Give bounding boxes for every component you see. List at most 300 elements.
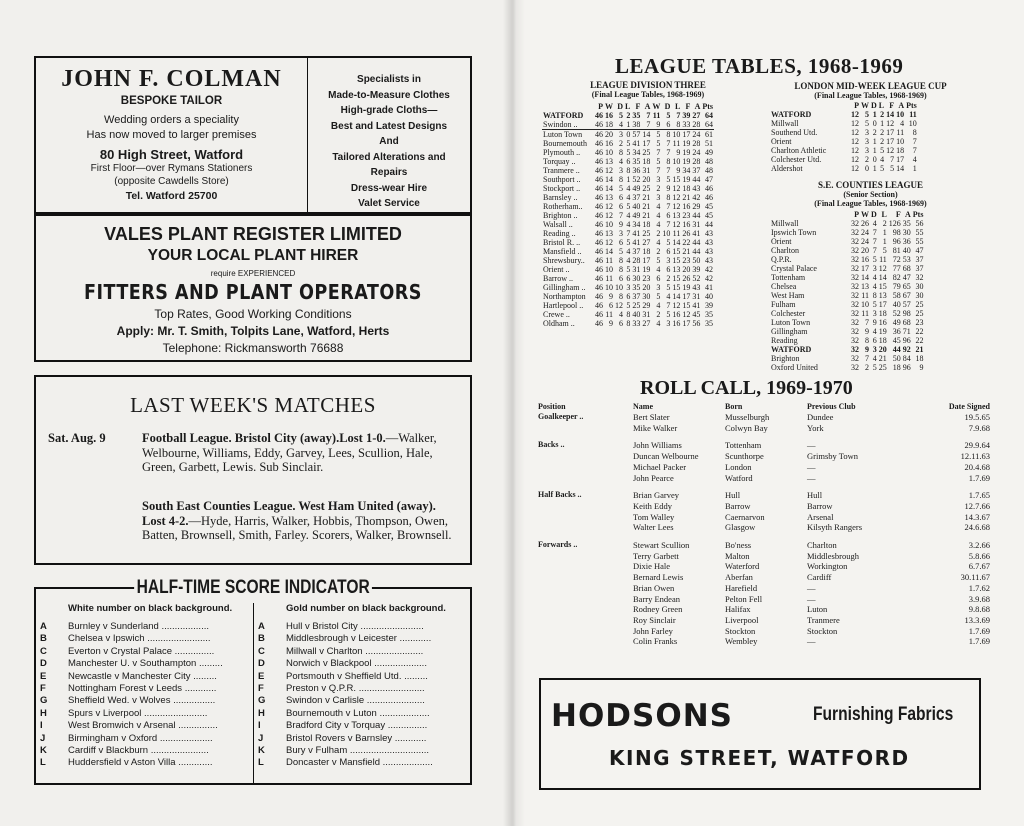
stat-cell: 4 bbox=[872, 282, 877, 291]
stat-cell: 43 bbox=[705, 229, 714, 238]
stat-cell: 7 bbox=[865, 354, 869, 363]
stat-cell: 23 bbox=[642, 274, 651, 283]
stat-cell: 13 bbox=[605, 229, 613, 238]
team-name: Ipswich Town bbox=[771, 228, 817, 237]
born: Scunthorpe bbox=[725, 451, 764, 462]
player-name: Michael Packer bbox=[633, 461, 687, 472]
stat-cell: 17 bbox=[682, 130, 691, 139]
stat-cell: 1 bbox=[882, 237, 887, 246]
div3-row bbox=[542, 111, 714, 120]
previous-club: Workington bbox=[807, 561, 848, 572]
stat-cell: 5 bbox=[651, 130, 661, 140]
stat-cell: 32 bbox=[851, 237, 859, 246]
div3-col-head: L bbox=[625, 102, 631, 111]
stat-cell: 23 bbox=[915, 318, 924, 327]
stat-cell: 24 bbox=[692, 130, 701, 139]
stat-cell: 6 bbox=[619, 193, 623, 202]
stat-cell: 4 bbox=[912, 155, 917, 164]
stat-cell: 12 bbox=[672, 193, 681, 202]
stat-cell: 14 bbox=[672, 292, 681, 301]
previous-club: — bbox=[807, 440, 816, 451]
position-cell bbox=[538, 501, 633, 512]
ht-match: Millwall v Charlton ...................... bbox=[286, 645, 424, 657]
stat-cell: 1 bbox=[880, 119, 885, 128]
stat-cell: 15 bbox=[672, 256, 681, 265]
stat-cell: 3 bbox=[626, 283, 631, 292]
stat-cell: 17 bbox=[896, 155, 905, 164]
stat-cell: 4 bbox=[656, 238, 661, 247]
ht-match: Swindon v Carlisle ...................... bbox=[286, 695, 425, 707]
born: Caernarvon bbox=[725, 511, 765, 522]
previous-club: — bbox=[807, 593, 816, 604]
stat-cell: 14 bbox=[605, 247, 613, 256]
stat-cell: 26 bbox=[861, 219, 869, 228]
stat-cell: 46 bbox=[595, 229, 603, 238]
stat-cell: 18 bbox=[878, 309, 887, 318]
midweek-col-head: D bbox=[871, 101, 877, 110]
stat-cell: 5 bbox=[666, 175, 671, 184]
league-tables-title: LEAGUE TABLES, 1968-1969 bbox=[615, 54, 904, 78]
stat-cell: 68 bbox=[902, 318, 911, 327]
stat-cell: 26 bbox=[682, 229, 691, 238]
stat-cell: 2 bbox=[882, 219, 887, 228]
ht-left-row bbox=[36, 658, 253, 670]
ht-title: HALF-TIME SCORE INDICATOR bbox=[134, 577, 372, 599]
stat-cell: 2 bbox=[865, 363, 869, 372]
stat-cell: 1 bbox=[872, 164, 877, 173]
div3-row bbox=[542, 120, 714, 130]
div3-col-head: L bbox=[675, 102, 681, 111]
stat-cell: 46 bbox=[595, 184, 603, 193]
stat-cell: 11 bbox=[909, 110, 917, 119]
stat-cell: 5 bbox=[626, 238, 631, 247]
stat-cell: 0 bbox=[872, 119, 877, 128]
stat-cell: 25 bbox=[878, 363, 887, 372]
stat-cell: 12 bbox=[851, 164, 859, 173]
stat-cell: 10 bbox=[672, 157, 681, 166]
stat-cell: 28 bbox=[692, 157, 701, 166]
stat-cell: 46 bbox=[595, 120, 603, 129]
stat-cell: 7 bbox=[865, 318, 869, 327]
roll-call-row bbox=[538, 540, 990, 551]
stat-cell: 79 bbox=[892, 282, 901, 291]
position-cell bbox=[538, 512, 633, 523]
stat-cell: 82 bbox=[892, 273, 901, 282]
stat-cell: 4 bbox=[626, 247, 631, 256]
div3-col-head: D bbox=[617, 102, 623, 111]
stat-cell: 35 bbox=[632, 111, 641, 120]
stat-cell: 19 bbox=[878, 327, 887, 336]
stat-cell: 5 bbox=[890, 164, 895, 173]
player-name: Roy Sinclair bbox=[633, 614, 676, 625]
stat-cell: 6 bbox=[626, 274, 631, 283]
ht-right-row bbox=[254, 646, 472, 658]
team-name: Q.P.R. bbox=[771, 255, 792, 264]
stat-cell: 6 bbox=[619, 202, 623, 211]
stat-cell: 49 bbox=[632, 211, 641, 220]
player-name: John Williams bbox=[633, 440, 682, 451]
stat-cell: 46 bbox=[595, 256, 603, 265]
stat-cell: 12 bbox=[672, 202, 681, 211]
vales-subtitle: YOUR LOCAL PLANT HIRER bbox=[147, 247, 359, 264]
ht-letter: G bbox=[258, 695, 266, 707]
player-name: Stewart Scullion bbox=[633, 540, 690, 551]
stat-cell: 32 bbox=[851, 246, 859, 255]
stat-cell: 44 bbox=[692, 247, 701, 256]
last-weeks-matches bbox=[34, 375, 472, 565]
stat-cell: 10 bbox=[615, 283, 623, 292]
player-name: Tom Walley bbox=[633, 511, 675, 522]
stat-cell: 44 bbox=[692, 211, 701, 220]
roll-call-row bbox=[538, 615, 990, 626]
secounties-row bbox=[770, 228, 924, 237]
player-name: Terry Garbett bbox=[633, 550, 679, 561]
stat-cell: 67 bbox=[902, 291, 911, 300]
stat-cell: 2 bbox=[880, 128, 885, 137]
stat-cell: 22 bbox=[915, 327, 924, 336]
team-name: Crystal Palace bbox=[771, 264, 817, 273]
stat-cell: 45 bbox=[892, 336, 901, 345]
stat-cell: 5 bbox=[619, 247, 623, 256]
born: Wembley bbox=[725, 636, 758, 647]
position-cell bbox=[538, 451, 633, 462]
team-name: Reading .. bbox=[543, 229, 576, 238]
ht-match: Bournemouth v Luton ................... bbox=[286, 707, 430, 719]
stat-cell: 30 bbox=[915, 291, 924, 300]
stat-cell: 14 bbox=[605, 184, 613, 193]
stat-cell: 41 bbox=[632, 229, 641, 238]
team-name: Walsall .. bbox=[543, 220, 573, 229]
stat-cell: 2 bbox=[865, 155, 869, 164]
stat-cell: 5 bbox=[872, 300, 877, 309]
ht-left-row bbox=[36, 708, 253, 720]
colman-service: Tailored Alterations and bbox=[332, 151, 446, 163]
ht-left-row bbox=[36, 671, 253, 683]
stat-cell: 92 bbox=[902, 345, 911, 354]
stat-cell: 10 bbox=[672, 130, 681, 139]
team-name: Luton Town bbox=[771, 318, 811, 327]
div3-row bbox=[542, 175, 714, 184]
match-2-lineup: —Hyde, Harris, Walker, Hobbis, Thompson, Owen, Batten, Brownsell, Smith, Farley. Scorers, Walker, Brownsell. bbox=[142, 513, 452, 542]
stat-cell: 6 bbox=[619, 274, 623, 283]
stat-cell: 11 bbox=[879, 255, 887, 264]
previous-club: Kilsyth Rangers bbox=[807, 522, 863, 533]
stat-cell: 36 bbox=[632, 166, 641, 175]
ht-letter: B bbox=[40, 633, 47, 645]
midweek-row bbox=[770, 155, 918, 164]
stat-cell: 96 bbox=[902, 336, 911, 345]
div3-row bbox=[542, 319, 714, 328]
stat-cell: 3 bbox=[619, 229, 623, 238]
div3-row bbox=[542, 157, 714, 166]
secounties-row bbox=[770, 354, 924, 363]
stat-cell: 50 bbox=[892, 354, 901, 363]
stat-cell: 50 bbox=[692, 256, 701, 265]
stat-cell: 2 bbox=[656, 229, 661, 238]
stat-cell: 20 bbox=[642, 175, 651, 184]
stat-cell: 16 bbox=[878, 318, 887, 327]
secounties-row bbox=[770, 309, 924, 318]
stat-cell: 96 bbox=[892, 237, 901, 246]
div3-row bbox=[542, 220, 714, 229]
stat-cell: 45 bbox=[705, 202, 714, 211]
previous-club: — bbox=[807, 472, 816, 483]
stat-cell: 8 bbox=[872, 291, 877, 300]
div3-row bbox=[542, 193, 714, 202]
page-spine bbox=[503, 0, 525, 826]
stat-cell: 10 bbox=[896, 110, 905, 119]
stat-cell: 24 bbox=[692, 148, 701, 157]
stat-cell: 12 bbox=[851, 146, 859, 155]
stat-cell: 12 bbox=[672, 184, 681, 193]
ht-match: Portsmouth v Sheffield Utd. ......... bbox=[286, 670, 428, 682]
stat-cell: 12 bbox=[682, 310, 691, 319]
stat-cell: 49 bbox=[705, 148, 714, 157]
match-2-head: South East Counties League. West Ham United (away). Lost 4-2. bbox=[142, 499, 436, 528]
div3-row bbox=[542, 202, 714, 211]
stat-cell: 14 bbox=[672, 238, 681, 247]
stat-cell: 7 bbox=[676, 111, 681, 120]
stat-cell: 3 bbox=[872, 309, 877, 318]
ht-letter: H bbox=[40, 707, 47, 719]
hodsons-address: KING STREET, WATFORD bbox=[609, 746, 910, 770]
team-name: West Ham bbox=[771, 291, 805, 300]
stat-cell: 4 bbox=[619, 310, 623, 319]
stat-cell: 42 bbox=[705, 265, 714, 274]
div3-row bbox=[542, 166, 714, 175]
stat-cell: 47 bbox=[915, 246, 924, 255]
previous-club: Middlesbrough bbox=[807, 550, 859, 561]
previous-club: Luton bbox=[807, 604, 828, 615]
stat-cell: 12 bbox=[878, 264, 887, 273]
stat-cell: 40 bbox=[632, 310, 641, 319]
ht-right-row bbox=[254, 720, 472, 732]
ht-letter: E bbox=[258, 670, 265, 682]
team-name: Brighton .. bbox=[543, 211, 578, 220]
stat-cell: 11 bbox=[896, 128, 905, 137]
ht-letter: A bbox=[258, 621, 265, 632]
stat-cell: 5 bbox=[872, 255, 877, 264]
stat-cell: 6 bbox=[619, 319, 623, 328]
team-name: Reading bbox=[771, 336, 798, 345]
ht-right-row bbox=[254, 733, 472, 745]
previous-club: Barrow bbox=[807, 500, 833, 511]
team-name: Swindon .. bbox=[543, 120, 578, 129]
stat-cell: 1 bbox=[912, 164, 917, 173]
roll-call-row bbox=[538, 490, 990, 501]
stat-cell: 12 bbox=[672, 220, 681, 229]
stat-cell: 46 bbox=[595, 130, 603, 139]
stat-cell: 6 bbox=[626, 157, 631, 166]
stat-cell: 4 bbox=[619, 120, 623, 129]
stat-cell: 12 bbox=[851, 155, 859, 164]
stat-cell: 10 bbox=[605, 148, 613, 157]
stat-cell: 2 bbox=[872, 128, 877, 137]
secounties-col-head bbox=[770, 210, 850, 219]
stat-cell: 64 bbox=[705, 111, 714, 120]
ht-match: Bury v Fulham .............................. bbox=[286, 745, 430, 757]
stat-cell: 22 bbox=[682, 238, 691, 247]
stat-cell: 37 bbox=[692, 166, 701, 175]
stat-cell: 9 bbox=[676, 148, 681, 157]
team-name: Tottenham bbox=[771, 273, 806, 282]
stat-cell: 17 bbox=[878, 300, 887, 309]
stat-cell: 12 bbox=[851, 119, 859, 128]
stat-cell: 18 bbox=[896, 146, 905, 155]
stat-cell: 1 bbox=[872, 137, 877, 146]
stat-cell: 7 bbox=[666, 139, 671, 148]
ht-match: Bristol Rovers v Barnsley ............ bbox=[286, 732, 427, 744]
roll-call-col-head: Date Signed bbox=[948, 402, 990, 411]
ht-letter: E bbox=[40, 670, 47, 682]
stat-cell: 8 bbox=[626, 319, 631, 328]
secounties-row bbox=[770, 345, 924, 354]
div3-col-head: F bbox=[685, 102, 691, 111]
ht-letter: D bbox=[40, 658, 47, 670]
stat-cell: 56 bbox=[692, 319, 701, 328]
div3-col-head bbox=[542, 102, 594, 111]
stat-cell: 16 bbox=[682, 202, 691, 211]
stat-cell: 42 bbox=[692, 193, 701, 202]
team-name: Colchester Utd. bbox=[771, 155, 822, 164]
stat-cell: 15 bbox=[672, 247, 681, 256]
stat-cell: 3 bbox=[865, 146, 869, 155]
date-signed: 5.8.66 bbox=[968, 550, 990, 561]
stat-cell: 24 bbox=[861, 228, 869, 237]
stat-cell: 57 bbox=[902, 300, 911, 309]
stat-cell: 46 bbox=[595, 265, 603, 274]
div3-col-head: F bbox=[635, 102, 641, 111]
stat-cell: 32 bbox=[851, 354, 859, 363]
stat-cell: 46 bbox=[595, 310, 603, 319]
position-cell bbox=[538, 604, 633, 615]
stat-cell: 7 bbox=[626, 229, 631, 238]
stat-cell: 13 bbox=[605, 157, 613, 166]
stat-cell: 10 bbox=[861, 300, 869, 309]
stat-cell: 19 bbox=[682, 175, 691, 184]
stat-cell: 7 bbox=[646, 111, 651, 120]
ht-letter: B bbox=[258, 633, 265, 645]
stat-cell: 25 bbox=[642, 229, 651, 238]
stat-cell: 4 bbox=[880, 155, 885, 164]
team-name: Southend Utd. bbox=[771, 128, 818, 137]
stat-cell: 96 bbox=[902, 363, 911, 372]
player-name: Duncan Welbourne bbox=[633, 451, 699, 462]
midweek-col-head: F bbox=[889, 101, 895, 110]
stat-cell: 23 bbox=[682, 256, 691, 265]
stat-cell: 7 bbox=[890, 155, 895, 164]
midweek-col-head: L bbox=[878, 101, 885, 110]
roll-call-col-head: Born bbox=[725, 402, 743, 411]
vales-advert bbox=[34, 214, 472, 362]
ht-left-row bbox=[36, 633, 253, 645]
stat-cell: 9 bbox=[619, 220, 623, 229]
se-counties-sub2: (Final League Tables, 1968-1969) bbox=[814, 199, 927, 208]
stat-cell: 46 bbox=[595, 319, 603, 328]
stat-cell: 3 bbox=[614, 130, 624, 140]
secounties-row bbox=[770, 255, 924, 264]
born: Hull bbox=[725, 490, 741, 501]
stat-cell: 31 bbox=[642, 310, 651, 319]
stat-cell: 15 bbox=[672, 274, 681, 283]
ht-match: Spurs v Liverpool ........................ bbox=[68, 707, 208, 719]
stat-cell: 20 bbox=[642, 283, 651, 292]
stat-cell: 35 bbox=[705, 310, 714, 319]
stat-cell: 13 bbox=[878, 291, 887, 300]
stat-cell: 14 bbox=[896, 164, 905, 173]
stat-cell: 17 bbox=[642, 139, 651, 148]
stat-cell: 31 bbox=[692, 220, 701, 229]
date-signed: 3.9.68 bbox=[968, 593, 990, 604]
ht-letter: J bbox=[258, 732, 264, 744]
stat-cell: 30 bbox=[915, 282, 924, 291]
stat-cell: 8 bbox=[912, 128, 917, 137]
stat-cell: 3 bbox=[666, 256, 671, 265]
hodsons-tagline: Furnishing Fabrics bbox=[813, 704, 954, 725]
stat-cell: 64 bbox=[705, 120, 714, 129]
stat-cell: 46 bbox=[595, 111, 603, 120]
div3-row bbox=[542, 211, 714, 220]
stat-cell: 12 bbox=[886, 146, 895, 155]
secounties-head-row bbox=[770, 210, 924, 219]
stat-cell: 51 bbox=[705, 139, 714, 148]
stat-cell: 32 bbox=[851, 336, 859, 345]
midweek-header bbox=[768, 81, 973, 100]
stat-cell: 36 bbox=[892, 327, 901, 336]
roll-call-gap bbox=[538, 433, 990, 440]
stat-cell: 7 bbox=[656, 166, 661, 175]
vales-apply: Apply: Mr. T. Smith, Tolpits Lane, Watford, Herts bbox=[116, 324, 390, 338]
roll-call-head-row bbox=[538, 402, 990, 412]
div3-row bbox=[542, 256, 714, 265]
stat-cell: 13 bbox=[861, 282, 869, 291]
stat-cell: 98 bbox=[902, 309, 911, 318]
stat-cell: 32 bbox=[915, 273, 924, 282]
ht-letter: H bbox=[258, 707, 265, 719]
stat-cell: 5 bbox=[865, 110, 869, 119]
stat-cell: 7 bbox=[666, 301, 671, 310]
stat-cell: 41 bbox=[705, 283, 714, 292]
stat-cell: 10 bbox=[662, 229, 671, 238]
stat-cell: 4 bbox=[626, 211, 631, 220]
stat-cell: 32 bbox=[851, 345, 859, 354]
stat-cell: 40 bbox=[705, 292, 714, 301]
stat-cell: 7 bbox=[666, 166, 671, 175]
stat-cell: 98 bbox=[892, 228, 901, 237]
stat-cell: 52 bbox=[692, 274, 701, 283]
ht-letter: G bbox=[40, 695, 48, 707]
stat-cell: 20 bbox=[682, 265, 691, 274]
stat-cell: 21 bbox=[642, 193, 651, 202]
player-name: Rodney Green bbox=[633, 604, 683, 615]
ht-left-column bbox=[36, 603, 254, 785]
colman-tel: Tel. Watford 25700 bbox=[125, 190, 218, 202]
stat-cell: 2 bbox=[880, 137, 885, 146]
stat-cell: 13 bbox=[605, 193, 613, 202]
stat-cell: 11 bbox=[605, 310, 613, 319]
stat-cell: 6 bbox=[609, 301, 613, 310]
stat-cell: 47 bbox=[902, 273, 911, 282]
stat-cell: 1 bbox=[872, 146, 877, 155]
stat-cell: 15 bbox=[672, 175, 681, 184]
player-name: Barry Endean bbox=[633, 593, 680, 604]
stat-cell: 53 bbox=[902, 255, 911, 264]
stat-cell: 5 bbox=[666, 111, 671, 120]
player-name: Dixie Hale bbox=[633, 561, 671, 572]
stat-cell: 39 bbox=[682, 111, 691, 120]
stat-cell: 8 bbox=[619, 148, 623, 157]
player-name: John Pearce bbox=[633, 472, 674, 483]
